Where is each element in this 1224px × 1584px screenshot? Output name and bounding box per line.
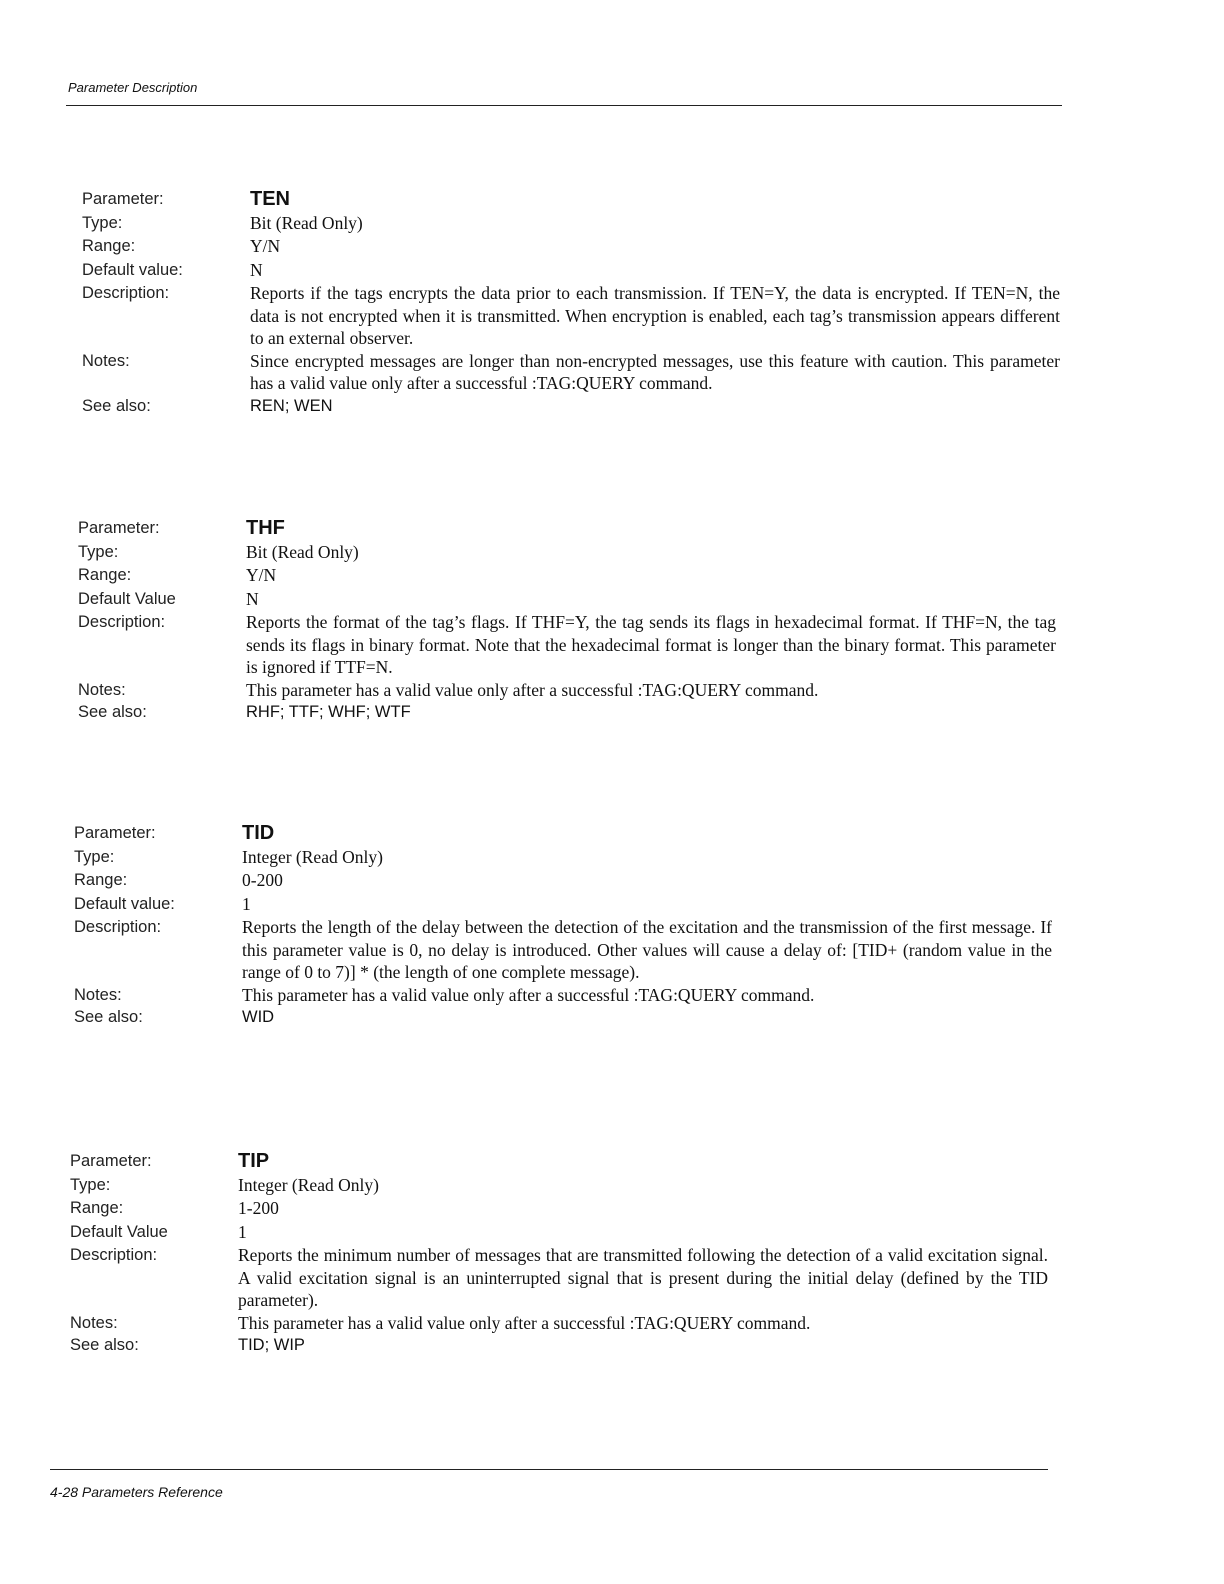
notes-value: Since encrypted messages are longer than non-encrypted messages, use this feature with caution. This parameter has a valid value only after a successful :TAG:QUERY command.	[250, 350, 1060, 393]
description-row	[82, 282, 1060, 350]
see-also-label: See also:	[82, 396, 151, 415]
description-row	[78, 611, 1056, 679]
parameter-entry-thf	[78, 517, 1056, 725]
description-row	[70, 1244, 1048, 1312]
notes-row	[78, 679, 1056, 702]
notes-value: This parameter has a valid value only after a successful :TAG:QUERY command.	[242, 984, 815, 1005]
see-also-value: REN; WEN	[250, 396, 333, 415]
type-label: Type:	[78, 542, 119, 561]
default-value: N	[246, 588, 259, 609]
see-also-value: WID	[242, 1008, 275, 1026]
default-label: Default Value	[78, 589, 176, 608]
parameter-row	[74, 822, 1052, 846]
range-label: Range:	[78, 566, 132, 584]
type-row	[82, 212, 1060, 236]
range-row	[78, 564, 1056, 588]
notes-label: Notes:	[82, 351, 130, 370]
default-value: N	[250, 259, 263, 280]
range-label: Range:	[70, 1199, 124, 1217]
parameter-row	[70, 1150, 1048, 1174]
description-label: Description:	[78, 613, 166, 631]
range-row	[82, 235, 1060, 259]
see-also-value: TID; WIP	[238, 1336, 305, 1354]
notes-label: Notes:	[78, 680, 126, 699]
parameter-label: Parameter:	[78, 519, 160, 537]
type-label: Type:	[74, 847, 115, 866]
parameter-label: Parameter:	[70, 1152, 152, 1170]
parameter-label: Parameter:	[82, 190, 164, 208]
parameter-name: TIP	[238, 1150, 270, 1172]
see-also-label: See also:	[78, 703, 147, 721]
default-label: Default value:	[82, 260, 183, 279]
running-header: Parameter Description	[68, 80, 198, 95]
default-label: Default Value	[70, 1222, 168, 1241]
type-value: Integer (Read Only)	[238, 1174, 379, 1195]
description-label: Description:	[70, 1246, 158, 1264]
see-also-label: See also:	[70, 1336, 139, 1354]
description-row	[74, 916, 1052, 984]
header-rule	[66, 105, 1062, 106]
description-value: Reports the minimum number of messages that are transmitted following the detection of a valid excitation signal. A valid excitation signal is an uninterrupted signal that is present during the initial delay (defined by the TID parameter).	[238, 1245, 1048, 1310]
parameter-row	[78, 517, 1056, 541]
notes-row	[70, 1312, 1048, 1335]
parameter-row	[82, 188, 1060, 212]
parameter-name: TEN	[250, 188, 290, 210]
type-label: Type:	[70, 1175, 111, 1194]
description-value: Reports the length of the delay between the detection of the excitation and the transmission of the first message. If this parameter value is 0, no delay is introduced. Other values will cause a delay of: [TID+ (random value in the range of 0 to 7)] * (the length of one complete message).	[242, 917, 1052, 982]
notes-row	[74, 984, 1052, 1007]
parameter-entry-tip	[70, 1150, 1048, 1358]
see-also-label: See also:	[74, 1008, 143, 1026]
default-value: 1	[238, 1221, 247, 1242]
parameter-entry-ten	[82, 188, 1060, 418]
type-value: Bit (Read Only)	[246, 541, 359, 562]
type-row	[70, 1174, 1048, 1198]
see-also-row	[82, 395, 1060, 419]
default-row	[78, 588, 1056, 612]
type-row	[74, 846, 1052, 870]
default-value: 1	[242, 893, 251, 914]
notes-value: This parameter has a valid value only after a successful :TAG:QUERY command.	[238, 1312, 811, 1333]
description-label: Description:	[74, 918, 162, 936]
footer-rule	[50, 1469, 1048, 1470]
type-row	[78, 541, 1056, 565]
see-also-value: RHF; TTF; WHF; WTF	[246, 703, 411, 721]
range-value: 1-200	[238, 1198, 279, 1218]
range-row	[74, 869, 1052, 893]
default-row	[70, 1221, 1048, 1245]
notes-label: Notes:	[74, 985, 122, 1004]
description-label: Description:	[82, 284, 170, 302]
description-value: Reports the format of the tag’s flags. If THF=Y, the tag sends its flags in hexadecimal format. If THF=N, the tag sends its flags in binary format. Note that the hexadecimal format is longer than the binary format. This parameter is ignored if TTF=N.	[246, 612, 1056, 677]
default-row	[74, 893, 1052, 917]
range-value: Y/N	[246, 565, 277, 585]
notes-row	[82, 350, 1060, 395]
parameter-name: TID	[242, 822, 275, 844]
notes-label: Notes:	[70, 1313, 118, 1332]
description-value: Reports if the tags encrypts the data prior to each transmission. If TEN=Y, the data is encrypted. If TEN=N, the data is not encrypted when it is transmitted. When encryption is enabled, each tag’s transmission appears different to an external observer.	[250, 283, 1060, 348]
range-label: Range:	[82, 237, 136, 255]
page-footer: 4-28 Parameters Reference	[50, 1484, 223, 1500]
parameter-name: THF	[246, 517, 285, 539]
see-also-row	[74, 1006, 1052, 1030]
parameter-entry-tid	[74, 822, 1052, 1030]
see-also-row	[78, 701, 1056, 725]
parameter-label: Parameter:	[74, 824, 156, 842]
default-label: Default value:	[74, 894, 175, 913]
notes-value: This parameter has a valid value only after a successful :TAG:QUERY command.	[246, 679, 819, 700]
range-value: Y/N	[250, 236, 281, 256]
range-label: Range:	[74, 871, 128, 889]
range-value: 0-200	[242, 870, 283, 890]
see-also-row	[70, 1334, 1048, 1358]
type-label: Type:	[82, 213, 123, 232]
default-row	[82, 259, 1060, 283]
type-value: Bit (Read Only)	[250, 212, 363, 233]
range-row	[70, 1197, 1048, 1221]
type-value: Integer (Read Only)	[242, 846, 383, 867]
